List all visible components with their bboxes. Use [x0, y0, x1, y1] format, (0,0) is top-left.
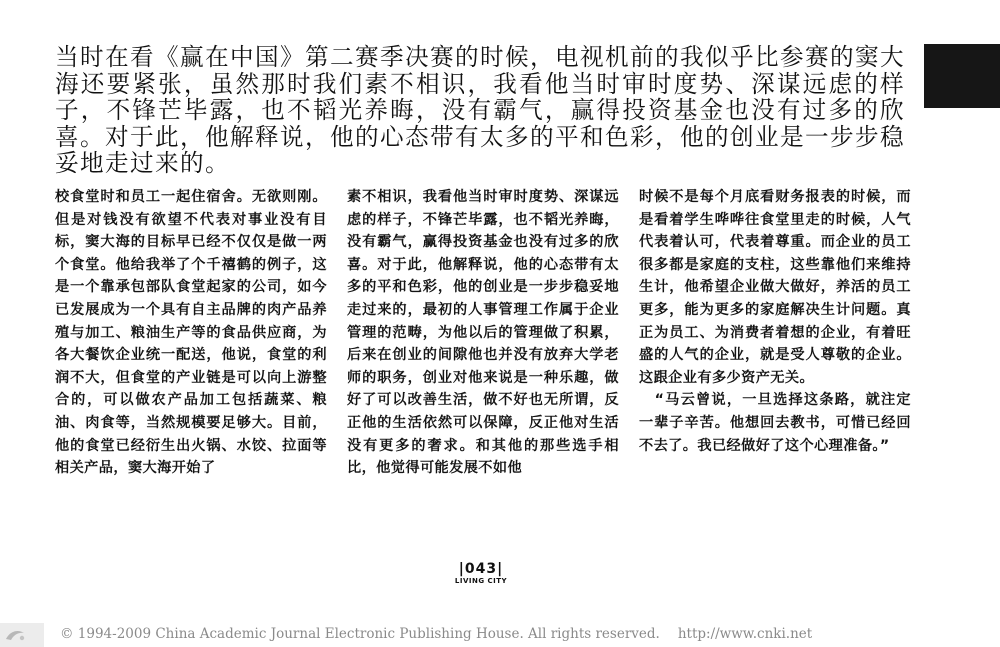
copyright-text: © 1994-2009 China Academic Journal Electronic Publishing House. All rights reserved. [60, 626, 660, 642]
copyright-footer [60, 626, 812, 642]
body-column-1 [55, 186, 327, 480]
column-3-paragraph-1: 时候不是每个月底看财务报表的时候，而是看着学生哗哗往食堂里走的时候，人气代表着认可，代表着尊重。而企业的员工很多都是家庭的支柱，这些靠他们来维持生计，他希望企业做大做好，养活的员工更多，能为更多的家庭解决生计问题。真正为员工、为消费者着想的企业，有着旺盛的人气的企业，就是受人尊敬的企业。这跟企业有多少资产无关。 [639, 189, 911, 386]
pull-quote: 当时在看《赢在中国》第二赛季决赛的时候，电视机前的我似乎比参赛的窦大海还要紧张，虽然那时我们素不相识，我看他当时审时度势、深谋远虑的样子，不锋芒毕露，也不韬光养晦，没有霸气，赢得投资基金也没有过多的欣喜。对于此，他解释说，他的心态带有太多的平和色彩，他的创业是一步步稳妥地走过来的。 [55, 43, 905, 177]
page-folio [431, 561, 531, 586]
magazine-name: LIVING CITY [454, 577, 508, 585]
body-column-2 [347, 186, 619, 480]
cnki-logo-icon [0, 623, 44, 647]
section-tab-marker [924, 44, 1000, 108]
column-2-text: 素不相识，我看他当时审时度势、深谋远虑的样子，不锋芒毕露，也不韬光养晦，没有霸气，赢得投资基金也没有过多的欣喜。对于此，他解释说，他的心态带有太多的平和色彩，他的创业是一步步稳妥地走过来的，最初的人事管理工作属于企业管理的范畴，为他以后的管理做了积累，后来在创业的间隙他也并没有放弃大学老师的职务，创业对他来说是一种乐趣，做好了可以改善生活，做不好也无所谓，反正他的生活依然可以保障，反正他对生活没有更多的奢求。和其他的那些选手相比，他觉得可能发展不如他 [347, 189, 619, 477]
column-3-paragraph-2: “马云曾说，一旦选择这条路，就注定一辈子辛苦。他想回去教书，可惜已经回不去了。我已经做好了这个心理准备。” [639, 392, 911, 454]
page-number: |043| [458, 561, 504, 577]
column-1-text: 校食堂时和员工一起住宿舍。无欲则刚。但是对钱没有欲望不代表对事业没有目标，窦大海的目标早已经不仅仅是做一两个食堂。他给我举了个千禧鹤的例子，这是一个靠承包部队食堂起家的公司，如今已发展成为一个具有自主品牌的肉产品养殖与加工、粮油生产等的食品供应商，为各大餐饮企业统一配送，他说，食堂的利润不大，但食堂的产业链是可以向上游整合的，可以做农产品加工包括蔬菜、粮油、肉食等，当然规模要足够大。目前，他的食堂已经衍生出火锅、水饺、拉面等相关产品，窦大海开始了 [55, 189, 327, 477]
body-column-3 [639, 186, 911, 457]
source-url: http://www.cnki.net [677, 626, 813, 642]
